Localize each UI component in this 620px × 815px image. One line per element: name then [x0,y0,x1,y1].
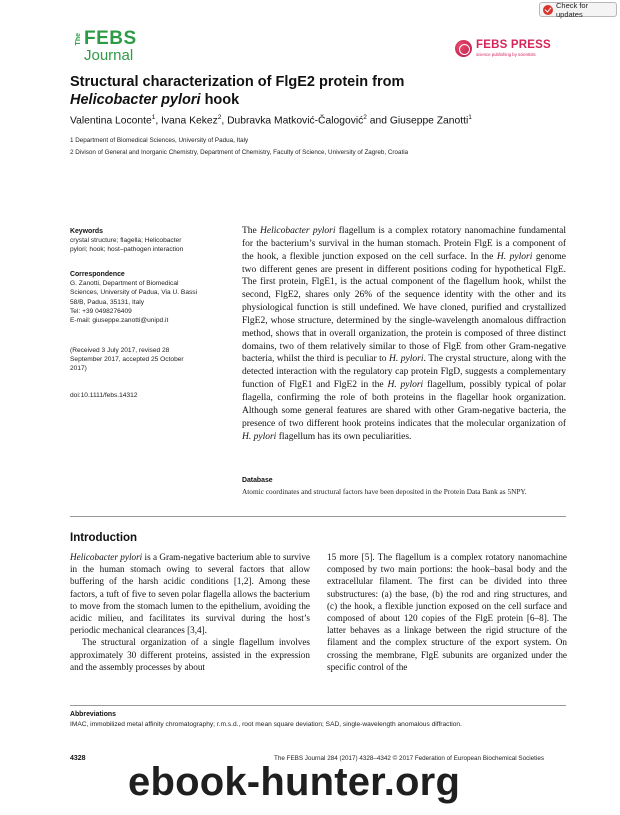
abstract-segment: flagellum, possibly typical of polar flagella, confirming the role of both proteins in the flagellar hook organization. Although some general features are shared with other Gram-negative bacteria, the presence of two different hook proteins indicates that the molecular organization of [242,380,566,429]
database-text: Atomic coordinates and structural factors have been deposited in the Protein Data Bank as 5NPY. [242,487,527,496]
author-affiliation-mark: 1 [151,114,156,121]
journal-footer: The FEBS Journal 284 (2017) 4328–4342 © 2017 Federation of European Biochemical Societies [274,755,544,762]
correspondence-email[interactable]: E-mail: giuseppe.zanotti@unipd.it [70,317,169,325]
abstract-text [242,225,566,443]
watermark [128,760,618,806]
author-name: Dubravka Matković-Čalogović [227,115,364,127]
author-name: Giuseppe Zanotti [389,115,469,127]
author-name: Ivana Kekez [161,115,218,127]
abstract-segment: flagellum has its own peculiarities. [276,431,412,442]
title-hook: hook [200,92,240,108]
abstract-species: H. pylori [389,354,424,365]
febs-press-name: FEBS PRESS [476,39,551,51]
received-line: 2017) [70,365,87,373]
intro-species: Helicobacter pylori [70,552,143,562]
keywords-line: crystal structure; flagella; Helicobacter [70,237,182,245]
logo-journal-text: Journal [84,47,134,64]
author-separator: , [155,115,162,127]
watermark-text: ebook-hunter.org [128,760,461,804]
abstract-species: Helicobacter pylori [260,226,336,236]
received-dates-block [70,346,230,374]
keywords-block [70,227,230,255]
author-affiliation-mark: 2 [363,114,367,121]
author-affiliation-mark: 1 [468,114,472,121]
correspondence-heading: Correspondence [70,271,125,278]
abbreviations-divider [70,705,566,706]
intro-right-column: 15 more [5]. The flagellum is a complex rotatory nanomachine composed by two main portions: the hook–basal body and the extracellular filament. The first can be divided into three substructures: (a) the base, (b) the rod and ring structures, and (c) the hook, a flexible junction exposed on the cell surface and composed of about 120 copies of the FlgE protein [6–8]. The latter behaves as a linkage between the rigid structure of the filament and the complex structure of the export system. On crossing the membrane, FlgE subunits are organized under the specific control of the [327,552,567,672]
title-species: Helicobacter pylori [70,92,201,108]
abstract-species: H. pylori [496,251,533,262]
affiliation-1: 1 Department of Biomedical Sciences, University of Padua, Italy [70,137,249,144]
abstract-segment: flagellum is a complex rotatory nanomachine fundamental for the bacterium’s survival in the human stomach. Protein FlgE is a component of the hook, a flexible junction exposed on the cell surface. In the [242,226,566,262]
doi-link[interactable]: doi:10.1111/febs.14312 [70,392,138,399]
correspondence-line: G. Zanotti, Department of Biomedical [70,280,179,288]
correspondence-block [70,270,230,325]
check-for-updates-label: Check for updates [556,0,589,19]
intro-left-column [70,551,310,673]
abstract-species: H. pylori [387,380,424,391]
febs-press-logo [455,38,555,60]
article-title [70,73,550,109]
febs-journal-logo [70,27,152,65]
intro-paragraph-1 [70,551,310,636]
abstract-segment: The [242,226,260,236]
logo-febs-text: FEBS [84,28,137,49]
database-heading: Database [242,477,273,484]
received-line: (Received 3 July 2017, revised 28 [70,347,170,354]
author-affiliation-mark: 2 [217,114,222,121]
keywords-heading: Keywords [70,228,103,235]
intro-text: is a Gram-negative bacterium able to survive in the human stomach owing to several factors that allow buffering of the harsh acidic conditions [1,2]. Among these factors, a tuft of five to seven polar flagella allows the bacterium to move from the stomach lumen to the epithelium, avoiding the acidic milieu, and facilitates its survival during the host’s periodic mechanical clearances [3,4]. [70,552,310,636]
correspondence-line: 58/B, Padua, 35131, Italy [70,298,145,306]
received-line: September 2017, accepted 25 October [70,356,184,364]
abbreviations-heading: Abbreviations [70,711,116,718]
abstract-segment: genome two different genes are present in different positions coding for hypothetical FlgE. The first protein, FlgE1, is the actual component of the flagellum hook, whilst the second, FlgE2, shares only 26% of the sequence identity with the other and its physiological function is still undefined. We have cloned, purified and crystallized FlgE2, whose structure, determined by the single-wavelength anomalous diffraction method, shows that in overall organization, the protein is composed of three distinct domains, two of them relatively similar to those of FlgE from other Gram-negative bacteria, whilst the third is peculiar to [242,251,566,365]
introduction-heading: Introduction [70,532,138,544]
affiliation-2: 2 Divison of General and Inorganic Chemistry, Department of Chemistry, Faculty of Science, University of Zagreb, Croatia [70,149,409,156]
correspondence-line: Sciences, University of Padua, Via U. Bassi [70,289,198,297]
correspondence-line: Tel: +39 0498276409 [70,307,132,315]
author-separator: , [221,115,228,127]
abstract-segment: . The crystal structure, along with the detected interaction with the regulatory cap protein FlgD, suggests a complementary function of FlgE1 and FlgE2 in the [242,354,566,391]
febs-press-mark-icon [455,40,472,57]
intro-paragraph-2: The structural organization of a single flagellum involves approximately 30 different proteins, assisted in the expression and the assembly processes by about [70,637,310,672]
keywords-line: pylori; hook; host–pathogen interaction [70,246,184,254]
author-separator: and [366,115,390,127]
logo-the-text: The [75,33,82,46]
section-divider [70,516,566,517]
abstract-species: H. pylori [242,431,277,442]
check-for-updates-button[interactable] [539,2,617,17]
check-circle-icon [543,5,553,15]
author-list [70,114,550,126]
page-number: 4328 [70,755,86,762]
abbreviations-text: IMAC, immobilized metal affinity chromatography; r.m.s.d., root mean square deviation; SAD, single-wavelength anomalous diffraction. [70,721,462,728]
title-line-1: Structural characterization of FlgE2 protein from [70,74,405,90]
febs-press-tagline: science publishing by scientists [476,52,536,57]
author-name: Valentina Loconte [70,115,152,127]
title-line-2 [70,91,550,109]
